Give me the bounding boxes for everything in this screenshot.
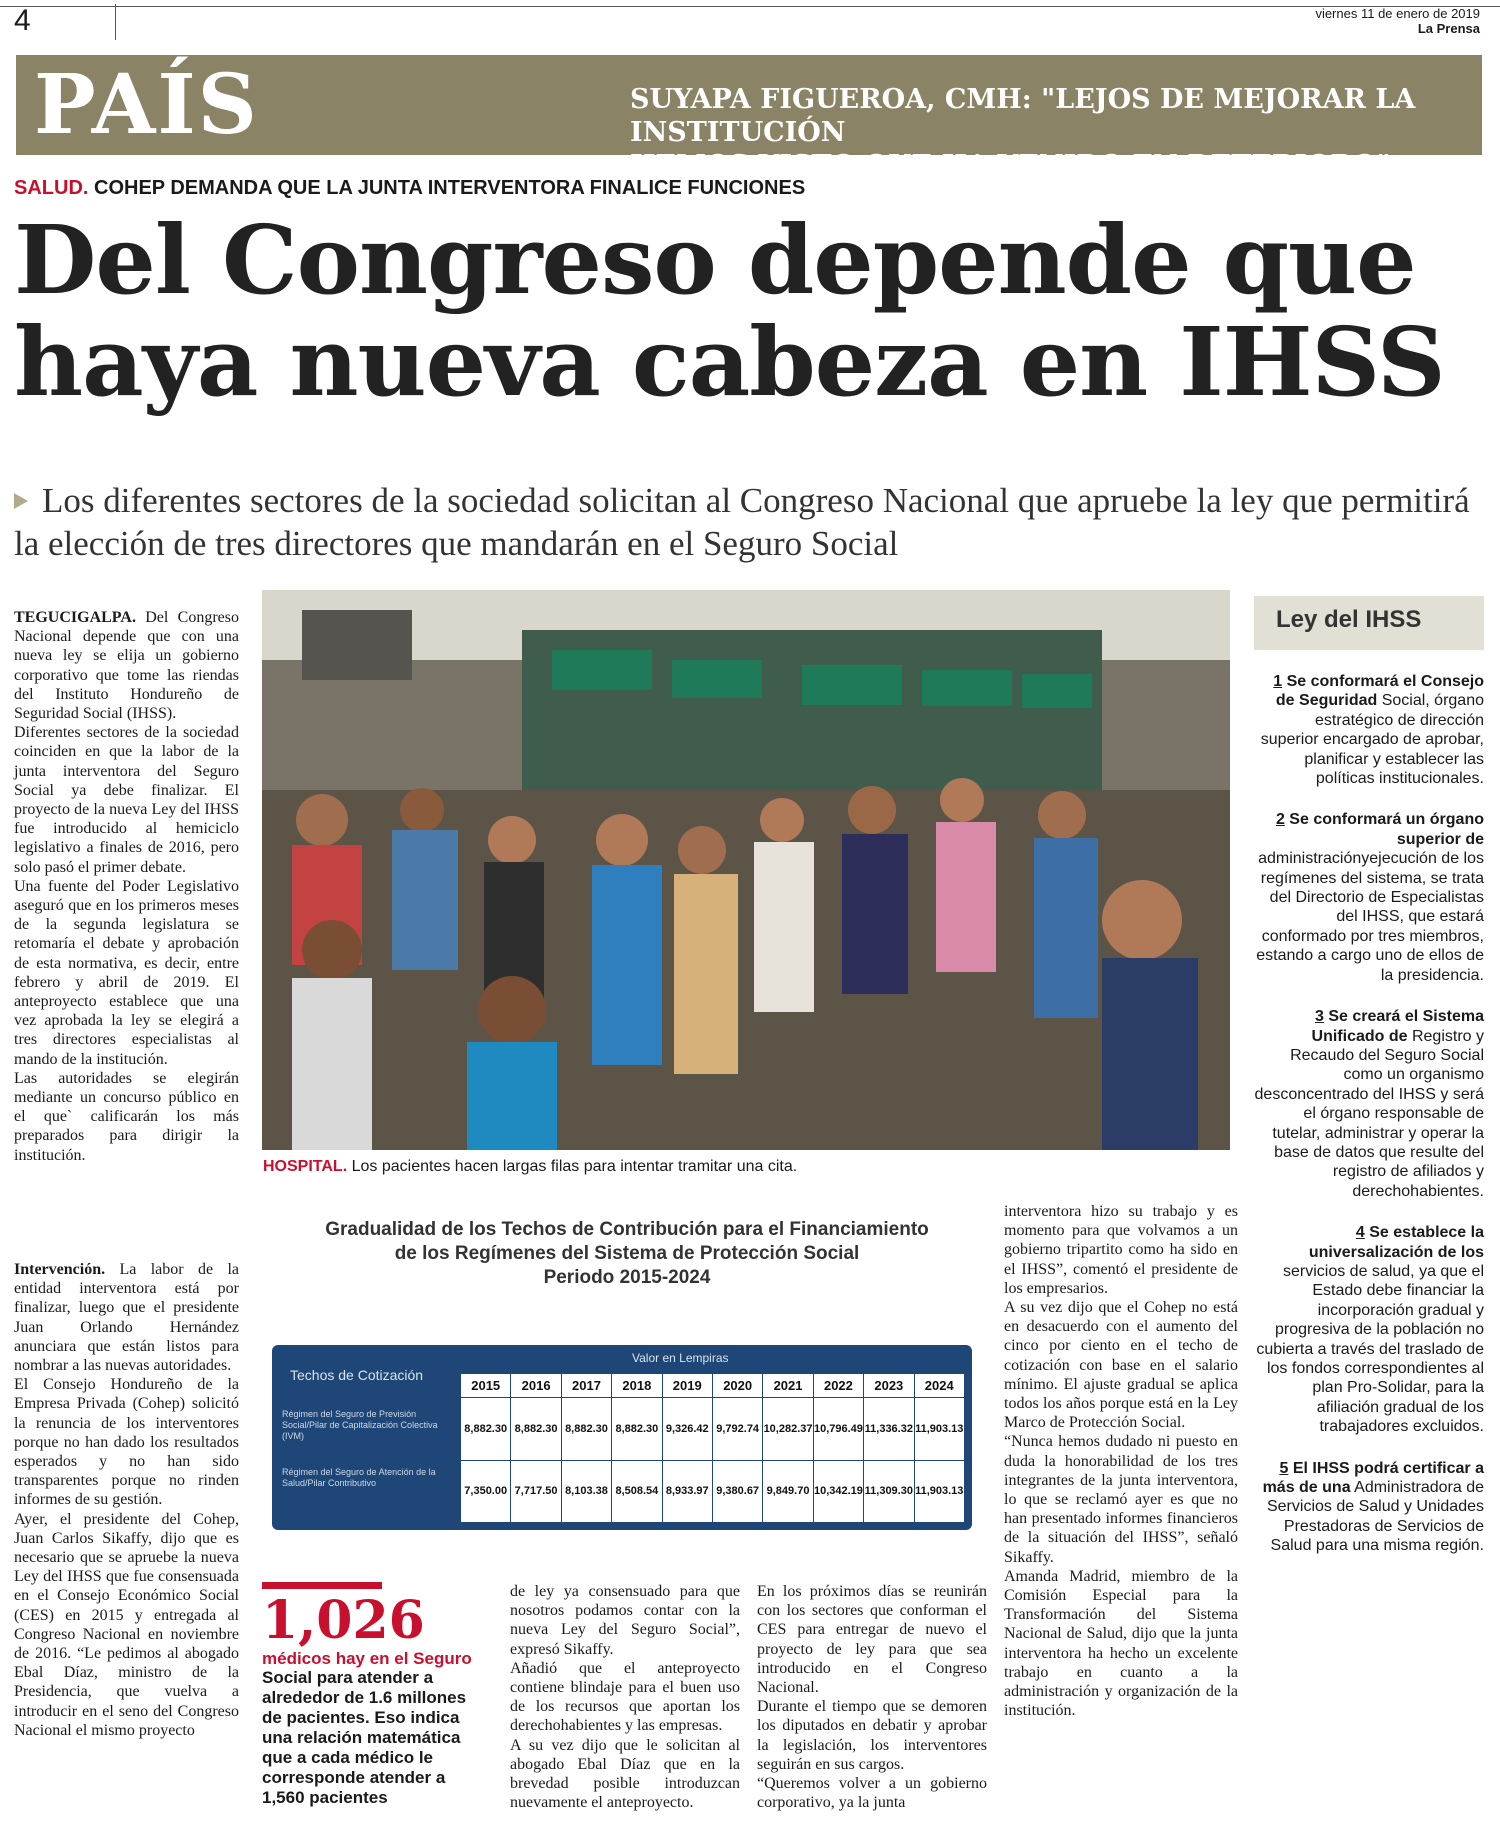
paragraph: Ayer, el presidente del Cohep, Juan Carlos Sikaffy, dijo que es necesario que se apruebe la nueva Ley del IHSS que fue consensuada en el Consejo Económico Social (CES) en 2015 y entregada al Congreso Nacional en noviembre de 2016. “Le pedimos al abogado Ebal Díaz, ministro de la Presidencia, que vuelva a introducir en el seno del Congreso Nacional el mismo proyecto — [14, 1510, 239, 1739]
article-column-4 — [757, 1582, 987, 1812]
paragraph: El Consejo Hondureño de la Empresa Privada (Cohep) solicitó la renuncia de los interventores porque no han dado los resultados esperados y no han sido transparentes porque no rinden informes de su gestión. — [14, 1376, 239, 1509]
table-row — [461, 1398, 965, 1461]
caption-text: Los pacientes hacen largas filas para intentar tramitar una cita. — [347, 1158, 798, 1175]
paragraph — [14, 1260, 239, 1375]
paragraph: En los próximos días se reunirán con los sectores que conforman el CES para entregar de nuevo el proyecto de ley para que sea introducido en el Congreso Nacional. — [757, 1583, 987, 1697]
paragraph: “Queremos volver a un gobierno corporativo, ya la junta — [757, 1775, 987, 1812]
header-divider — [115, 4, 116, 40]
headline-line-1: Del Congreso depende que — [14, 205, 1416, 316]
table-cell: 8,882.30 — [511, 1398, 561, 1461]
item-bold: Se creará el Sistema Unificado de — [1311, 1008, 1484, 1045]
year-header: 2023 — [864, 1374, 914, 1398]
sidebar-item — [1254, 672, 1484, 788]
top-rule — [0, 6, 1500, 7]
paragraph: Diferentes sectores de la sociedad coinciden en que la labor de la junta interventora del Seguro Social ya debe finalizar. El proyecto de la nueva Ley del IHSS fue introducido al hemiciclo legislativo a finales de 2016, pero solo pasó el primer debate. — [14, 724, 239, 876]
stat-accent-bar — [262, 1582, 382, 1589]
table-cell: 10,796.49 — [813, 1398, 863, 1461]
table-row — [461, 1460, 965, 1523]
article-column-3 — [510, 1582, 740, 1812]
table-cell: 8,508.54 — [612, 1460, 662, 1523]
year-header: 2016 — [511, 1374, 561, 1398]
table-cell: 11,336.32 — [864, 1398, 914, 1461]
contribution-table — [272, 1345, 972, 1530]
table-row-header: Techos de Cotización — [290, 1367, 424, 1383]
item-text: Social, órgano estratégico de dirección superior encargado de aprobar, planificar y establecer las políticas institucionales. — [1260, 692, 1484, 788]
table-cell: 9,380.67 — [712, 1460, 762, 1523]
item-bold: Se establece la universalización de los — [1308, 1224, 1484, 1261]
stat-subtitle: médicos hay en el Seguro — [262, 1649, 472, 1668]
banner-quote-line-2: HEMOS VISTO QUE HA VENIDO EN DETERIORO" — [630, 150, 1391, 181]
item-bold: Se conformará el Consejo de Seguridad — [1275, 673, 1484, 710]
table-cell: 8,882.30 — [461, 1398, 511, 1461]
table-cell: 8,103.38 — [561, 1460, 611, 1523]
table-cell: 10,342.19 — [813, 1460, 863, 1523]
year-header: 2021 — [763, 1374, 813, 1398]
paragraph: A su vez dijo que el Cohep no está en desacuerdo con el aumento del cinco por ciento en el techo de cotización con base en el salario mínimo. El ajuste gradual se aplica todos los años porque está en la Ley Marco de Protección Social. — [1004, 1299, 1238, 1432]
year-header: 2020 — [712, 1374, 762, 1398]
table-title-line-3: Periodo 2015-2024 — [543, 1267, 711, 1288]
table-title-line-2: de los Regímenes del Sistema de Protección Social — [394, 1243, 860, 1264]
paragraph: Añadió que el anteproyecto contiene blindaje para el buen uso de los recursos que aportan los derechohabientes y las empresas. — [510, 1659, 740, 1735]
item-text: Registro y Recaudo del Seguro Social como un organismo desconcentrado del IHSS y será el órgano responsable de tutelar, administrar y operar la base de datos que resulte del registro de afiliados y derechohabientes. — [1254, 1027, 1484, 1200]
page-number: 4 — [14, 4, 31, 37]
table-cell: 11,309.30 — [864, 1460, 914, 1523]
year-header: 2019 — [662, 1374, 712, 1398]
paragraph: Durante el tiempo que se demoren los diputados en debatir y aprobar la legislación, los interventores seguirán en sus cargos. — [757, 1698, 987, 1773]
item-number: 1 — [1273, 673, 1283, 690]
item-number: 4 — [1355, 1224, 1365, 1242]
year-header: 2024 — [914, 1374, 964, 1398]
table-cell: 7,350.00 — [461, 1460, 511, 1523]
paragraph-text: La labor de la entidad interventora está por finalizar, luego que el presidente Juan Orlando Hernández anunciara que están listos para nombrar a las nuevas autoridades. — [14, 1261, 239, 1375]
item-text: administraciónyejecución de los regímenes del sistema, se trata del Directorio de Especialistas del IHSS, que estará conformado por tres miembros, estando a cargo uno de ellos de la presidencia. — [1256, 850, 1484, 984]
paragraph: de ley ya consensuado para que nosotros podamos contar con la nueva Ley del Seguro Social”, expresó Sikaffy. — [510, 1583, 740, 1658]
item-number: 5 — [1279, 1459, 1289, 1477]
paragraph: “Nunca hemos dudado ni puesto en duda la honorabilidad de los tres integrantes de la junta interventora, lo que se reclamó ayer es que no han presentado informes financieros de la situación del IHSS”, señaló Sikaffy. — [1004, 1433, 1238, 1566]
subsection-lead: Intervención. — [14, 1261, 106, 1278]
item-text: Administradora de Servicios de Salud y Unidades Prestadoras de Servicios de Salud para una misma región. — [1266, 1479, 1484, 1555]
year-header: 2022 — [813, 1374, 863, 1398]
table-cell: 9,326.42 — [662, 1398, 712, 1461]
item-bold: El IHSS podrá certificar a más de una — [1262, 1459, 1484, 1497]
dateline — [1315, 6, 1480, 36]
stat-number: 1,026 — [262, 1590, 425, 1651]
headline-line-2: haya nueva cabeza en IHSS — [14, 307, 1445, 418]
table-cell: 7,717.50 — [511, 1460, 561, 1523]
table-header-row — [461, 1374, 965, 1398]
section-title: PAÍS — [34, 57, 259, 153]
sidebar-title: Ley del IHSS — [1254, 596, 1484, 650]
stat-text: Social para atender a alrededor de 1.6 millones de pacientes. Eso indica una relación matemática que a cada médico le corresponde atender a 1,560 pacientes — [262, 1668, 467, 1807]
table-cell: 10,282.37 — [763, 1398, 813, 1461]
banner-quote-line-1: SUYAPA FIGUEROA, CMH: "LEJOS DE MEJORAR LA INSTITUCIÓN — [630, 84, 1416, 148]
paragraph: interventora hizo su trabajo y es momento para que volvamos a un gobierno tripartito como ha sido en el IHSS”, comentó el presidente de los empresarios. — [1004, 1203, 1238, 1297]
kicker — [14, 177, 805, 200]
paragraph — [14, 608, 239, 723]
table-row-labels — [282, 1407, 454, 1523]
table-cell: 9,792.74 — [712, 1398, 762, 1461]
sidebar-ley-ihss — [1254, 596, 1484, 1556]
item-text: servicios de salud, ya que el Estado debe financiar la incorporación gradual y progresiva de la población no cubierta a través del traslado de los fondos correspondientes al plan Pro-Solidar, para la afiliación gradual de los trabajadores excluidos. — [1256, 1262, 1484, 1436]
article-column-1 — [14, 608, 239, 1165]
crowd-photo-illustration — [262, 590, 1230, 1150]
section-banner — [16, 55, 1482, 181]
subheadline-text: Los diferentes sectores de la sociedad solicitan al Congreso Nacional que apruebe la ley que permitirá la elección de tres directores que mandarán en el Seguro Social — [14, 481, 1470, 563]
item-bold: Se conformará un órgano superior de — [1289, 811, 1484, 848]
row-label: Régimen del Seguro de Previsión Social/Pilar de Capitalización Colectiva (IVM) — [282, 1409, 438, 1441]
table-cell: 11,903.13 — [914, 1460, 964, 1523]
item-number: 3 — [1314, 1008, 1324, 1026]
paragraph: Amanda Madrid, miembro de la Comisión Especial para la Transformación del Sistema Nacional de Salud, dijo que la junta interventora ha hecho un excelente trabajo en cuanto a la administración y organización de la institución. — [1004, 1567, 1238, 1720]
item-number: 2 — [1275, 811, 1285, 829]
paragraph: Una fuente del Poder Legislativo aseguró que en los primeros meses de la segunda legislatura se retomaría el debate y aprobación de esta normativa, es decir, entre febrero y abril de 2019. El anteproyecto establece que una vez aprobada la ley se elegirá a tres directores especialistas al mando de la institución. — [14, 877, 239, 1068]
headline — [14, 205, 1494, 418]
row-label: Régimen del Seguro de Atención de la Salud/Pilar Contributivo — [282, 1467, 436, 1488]
article-column-5 — [1004, 1202, 1238, 1720]
kicker-tag: SALUD. — [14, 177, 89, 199]
article-column-1-continued — [14, 1260, 239, 1740]
triangle-bullet-icon — [14, 493, 28, 509]
table-title — [262, 1218, 992, 1290]
year-header: 2017 — [561, 1374, 611, 1398]
photo-caption — [263, 1158, 1231, 1176]
table-value-header: Valor en Lempiras — [632, 1351, 729, 1365]
issue-date: viernes 11 de enero de 2019 — [1315, 6, 1480, 21]
sidebar-item — [1254, 1007, 1484, 1201]
publication-name: La Prensa — [1417, 21, 1480, 36]
paragraph-text: Del Congreso Nacional depende que con una nueva ley se elija un gobierno corporativo que tome las riendas del Instituto Hondureño de Seguridad Social (IHSS). — [14, 609, 239, 723]
paragraph: A su vez dijo que le solicitan al abogado Ebal Díaz que en la brevedad posible introduzcan nuevamente el anteproyecto. — [510, 1736, 740, 1812]
sidebar-item — [1254, 1223, 1484, 1436]
dateline-city: TEGUCIGALPA. — [14, 609, 136, 626]
year-header: 2018 — [612, 1374, 662, 1398]
sidebar-item — [1254, 810, 1484, 985]
table-cell: 8,882.30 — [612, 1398, 662, 1461]
subheadline — [14, 479, 1494, 565]
sidebar-item — [1254, 1459, 1484, 1556]
table-cell: 8,882.30 — [561, 1398, 611, 1461]
kicker-text: COHEP DEMANDA QUE LA JUNTA INTERVENTORA FINALICE FUNCIONES — [88, 177, 806, 199]
table-grid — [460, 1373, 965, 1523]
paragraph: Las autoridades se elegirán mediante un concurso público en el que` calificarán los más preparados para dirigir la institución. — [14, 1069, 239, 1164]
year-header: 2015 — [461, 1374, 511, 1398]
hospital-photo — [262, 590, 1230, 1150]
table-cell: 9,849.70 — [763, 1460, 813, 1523]
caption-tag: HOSPITAL. — [263, 1158, 348, 1175]
table-cell: 8,933.97 — [662, 1460, 712, 1523]
table-title-line-1: Gradualidad de los Techos de Contribución para el Financiamiento — [325, 1219, 929, 1240]
table-cell: 11,903.13 — [914, 1398, 964, 1461]
stat-box — [262, 1582, 484, 1808]
banner-quote — [630, 83, 1480, 182]
